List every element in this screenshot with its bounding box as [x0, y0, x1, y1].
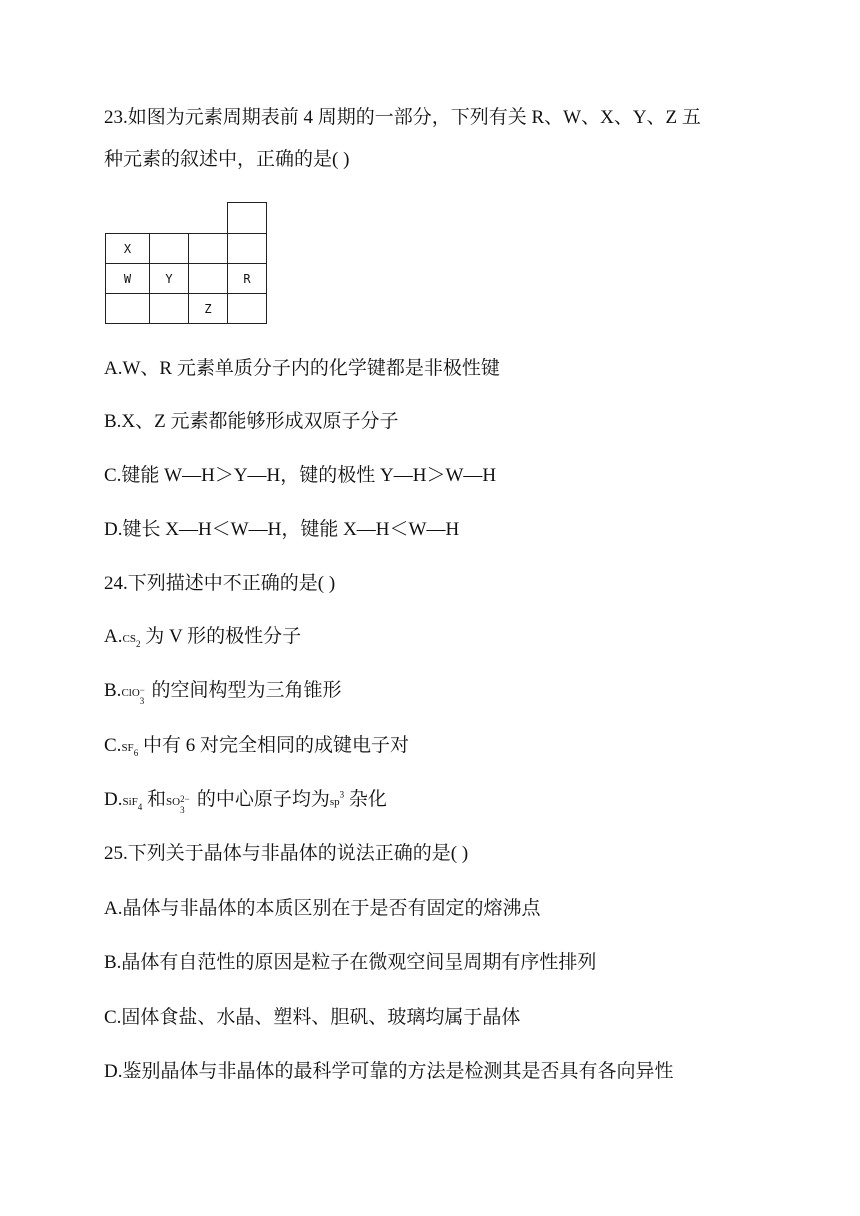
q23-option-c: C.键能 W—H＞Y—H，键的极性 Y—H＞W—H	[104, 465, 497, 486]
table-cell	[227, 293, 267, 324]
formula: CS	[122, 633, 136, 645]
table-cell	[149, 293, 189, 324]
q24-stem: 24.下列描述中不正确的是( )	[104, 573, 336, 594]
table-cell-r: R	[227, 263, 267, 294]
q23-option-a: A.W、R 元素单质分子内的化学键都是非极性键	[104, 358, 500, 379]
q25-option-b: B.晶体有自范性的原因是粒子在微观空间呈周期有序性排列	[104, 952, 597, 973]
formula: SiF	[122, 796, 138, 808]
table-cell	[105, 293, 150, 324]
table-cell	[188, 263, 228, 294]
formula: SO	[166, 796, 181, 808]
table-cell-top	[227, 202, 267, 234]
periodic-table-fragment	[105, 202, 267, 324]
table-cell-y: Y	[149, 263, 189, 294]
table-cell-w: W	[105, 263, 150, 294]
q24-option-b: B.ClO − 3 的空间构型为三角锥形	[104, 680, 342, 706]
q24-option-a: $A.CS_2$ 为 V 形的极性分子	[104, 626, 302, 649]
q23-option-d: D.键长 X—H＜W—H，键能 X—H＜W—H	[104, 519, 460, 540]
q25-option-c: C.固体食盐、水晶、塑料、胆矾、玻璃均属于晶体	[104, 1007, 521, 1028]
table-cell	[227, 233, 267, 264]
formula: ClO	[121, 687, 140, 699]
q23-option-b: B.X、Z 元素都能够形成双原子分子	[104, 411, 399, 432]
q25-option-d: D.鉴别晶体与非晶体的最科学可靠的方法是检测其是否具有各向异性	[104, 1061, 674, 1082]
q24-option-c: $C.SF_6$ 中有 6 对完全相同的成键电子对	[104, 735, 409, 758]
table-cell	[188, 233, 228, 264]
table-cell-z: Z	[188, 293, 228, 324]
q23-stem-line1: 23.如图为元素周期表前 4 周期的一部分，下列有关 R、W、X、Y、Z 五	[104, 107, 701, 128]
q25-stem: 25.下列关于晶体与非晶体的说法正确的是( )	[104, 843, 469, 864]
table-cell	[149, 233, 189, 264]
q23-stem-line2: 种元素的叙述中，正确的是( )	[104, 149, 350, 170]
formula: sp	[329, 796, 340, 808]
formula: SF	[121, 742, 134, 754]
table-cell-x: X	[105, 233, 150, 264]
q25-option-a: A.晶体与非晶体的本质区别在于是否有固定的熔沸点	[104, 898, 541, 919]
q24-option-d: D.SiF$_4$ 和SO 2− 3 的中心原子均为$sp^3$ 杂化	[104, 789, 387, 815]
